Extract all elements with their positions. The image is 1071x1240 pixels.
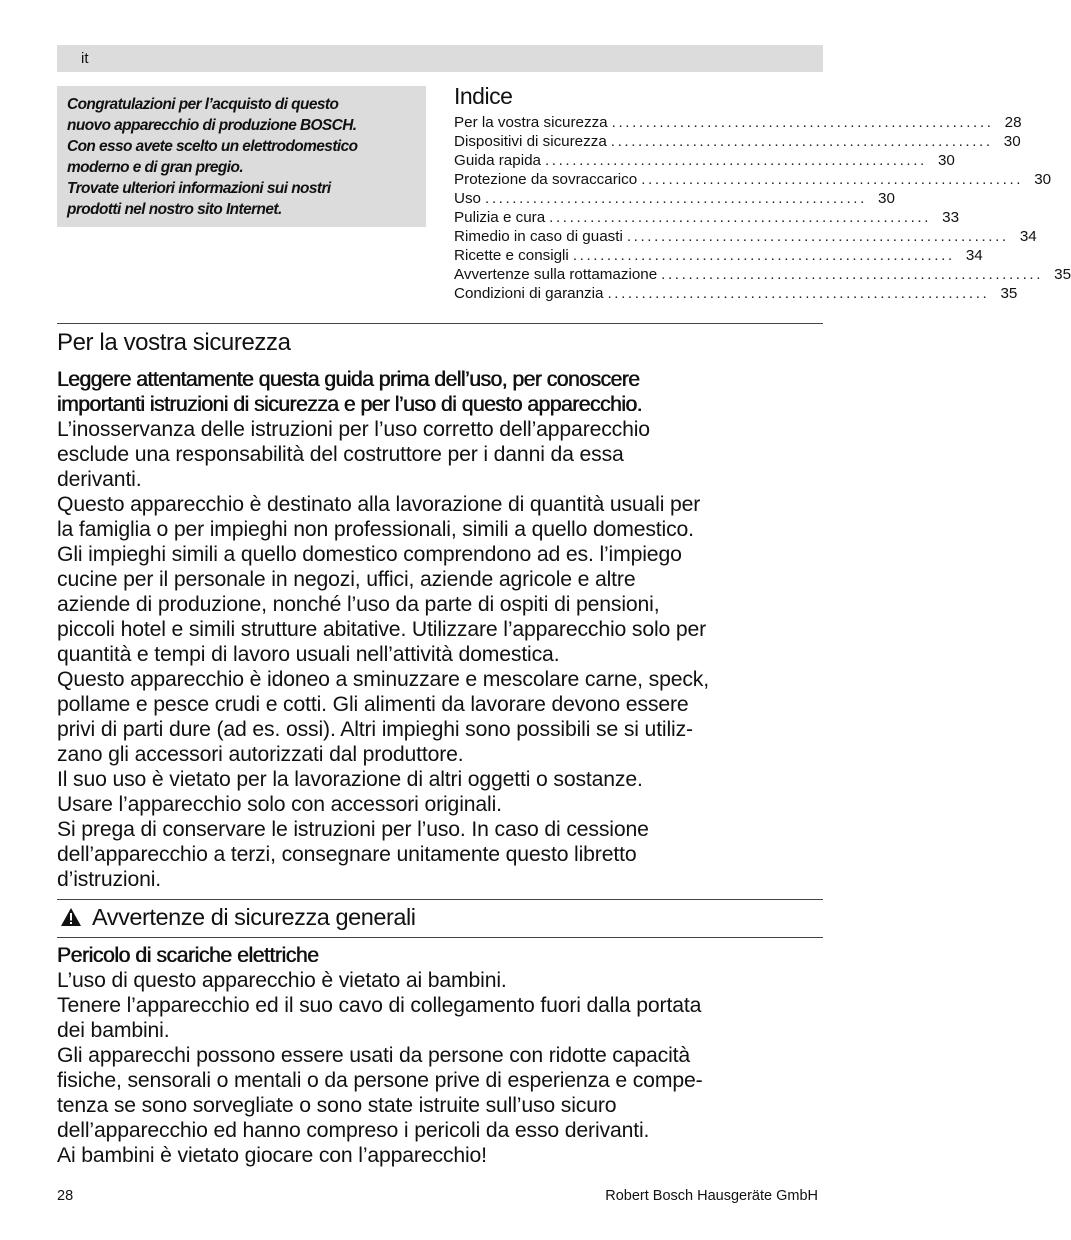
section-divider [57,899,823,900]
body-line: Il suo uso è vietato per la lavorazione di altri oggetti o sostanze. [57,768,643,791]
toc-entry-title: Guida rapida [454,152,541,169]
toc-entry-page: 28 [1004,114,1022,131]
section-divider [57,323,823,324]
toc-entry-page: 34 [1019,228,1037,245]
toc-entry[interactable] [454,151,955,170]
intro-line: Con esso avete scelto un elettrodomestico [67,138,358,155]
body-line: aziende di produzione, nonché l’uso da parte di ospiti di pensioni, [57,593,660,616]
warnings-heading [57,902,415,932]
warnings-body [57,943,825,1168]
body-line: Usare l’apparecchio solo con accessori originali. [57,793,502,816]
safety-lead-line: importanti istruzioni di sicurezza e per l’uso di questo apparecchio. [57,393,643,416]
toc-entry-page: 30 [1003,133,1021,150]
body-line: esclude una responsabilità del costruttore per i danni da essa [57,443,624,466]
intro-line: Trovate ulteriori informazioni sui nostri [67,180,331,197]
body-line: L’inosservanza delle istruzioni per l’uso corretto dell’apparecchio [57,418,650,441]
section-divider [57,937,823,938]
toc-entry[interactable] [454,189,895,208]
toc-entry[interactable] [454,265,1071,284]
toc-entry[interactable] [454,208,960,227]
intro-line: moderno e di gran pregio. [67,159,244,176]
warnings-title: Avvertenze di sicurezza generali [92,904,416,930]
body-line: pollame e pesce crudi e cotti. Gli alimenti da lavorare devono essere [57,693,689,716]
toc-title: Indice [454,83,513,109]
body-line: Tenere l’apparecchio ed il suo cavo di collegamento fuori dalla portata [57,994,702,1017]
toc-entry-page: 30 [878,190,895,207]
toc-entry-title: Condizioni di garanzia [454,285,604,302]
body-line: dell’apparecchio a terzi, consegnare unitamente questo libretto [57,843,637,866]
toc-entry[interactable] [454,227,1037,246]
body-line: L’uso di questo apparecchio è vietato ai bambini. [57,969,507,992]
body-line: Ai bambini è vietato giocare con l’apparecchio! [57,1144,487,1167]
page-number: 28 [57,1188,74,1204]
toc-entry-title: Per la vostra sicurezza [454,114,608,131]
body-line: privi di parti dure (ad es. ossi). Altri impieghi sono possibili se si utiliz- [57,718,693,741]
toc-leader-dots: ........................................................ [611,114,994,131]
body-line: Gli impieghi simili a quello domestico comprendono ad es. l’impiego [57,543,682,566]
body-line: dei bambini. [57,1019,170,1042]
body-line: Si prega di conservare le istruzioni per l’uso. In caso di cessione [57,818,649,841]
toc-leader-dots: ........................................................ [641,171,1024,188]
toc-entry-title: Avvertenze sulla rottamazione [454,266,658,283]
body-line: dell’apparecchio ed hanno compreso i pericoli da esso derivanti. [57,1119,650,1142]
toc-entry[interactable] [454,284,1018,303]
safety-section-title: Per la vostra sicurezza [57,329,291,356]
intro-line: Congratulazioni per l’acquisto di questo [67,96,339,113]
toc-entry[interactable] [454,113,1022,132]
toc-leader-dots: ........................................................ [485,190,867,207]
body-line: Questo apparecchio è destinato alla lavorazione di quantità usuali per [57,493,701,516]
body-line: Gli apparecchi possono essere usati da persone con ridotte capacità [57,1044,691,1067]
body-line: tenza se sono sorvegliate o sono state istruite sull’uso sicuro [57,1094,617,1117]
toc-entry-title: Rimedio in caso di guasti [454,228,623,245]
toc-entry-page: 35 [1054,266,1071,283]
footer-company: Robert Bosch Hausgeräte GmbH [605,1188,818,1204]
body-line: la famiglia o per impieghi non professionali, simili a quello domestico. [57,518,694,541]
toc-entry-page: 35 [1000,285,1018,302]
toc-entry-title: Ricette e consigli [454,247,569,264]
intro-line: nuovo apparecchio di produzione BOSCH. [67,117,357,134]
toc-entry[interactable] [454,170,1052,189]
toc-leader-dots: ........................................................ [610,133,993,150]
toc-leader-dots: ........................................................ [544,152,927,169]
toc-entry[interactable] [454,246,983,265]
table-of-contents [454,82,1071,303]
toc-entry-page: 34 [965,247,983,264]
electric-shock-subheading: Pericolo di scariche elettriche [57,944,319,967]
toc-entry-title: Protezione da sovraccarico [454,171,638,188]
body-line: quantità e tempi di lavoro usuali nell’attività domestica. [57,643,560,666]
safety-section-body [57,367,825,892]
toc-leader-dots: ........................................................ [607,285,990,302]
body-line: Questo apparecchio è idoneo a sminuzzare e mescolare carne, speck, [57,668,709,691]
toc-leader-dots: ........................................................ [661,266,1044,283]
toc-leader-dots: ........................................................ [549,209,932,226]
toc-entry-page: 30 [1034,171,1052,188]
language-bar [57,45,823,72]
toc-leader-dots: ........................................................ [572,247,955,264]
intro-line: prodotti nel nostro sito Internet. [67,201,282,218]
body-line: zano gli accessori autorizzati dal produttore. [57,743,464,766]
intro-box [57,86,426,227]
toc-entry-page: 30 [937,152,955,169]
toc-entry-title: Pulizia e cura [454,209,546,226]
warning-triangle-icon [60,907,82,927]
toc-entry-page: 33 [942,209,960,226]
toc-entry-title: Dispositivi di sicurezza [454,133,607,150]
body-line: fisiche, sensorali o mentali o da persone prive di esperienza e compe- [57,1069,703,1092]
body-line: d’istruzioni. [57,868,162,891]
toc-entry-title: Uso [454,190,482,207]
body-line: cucine per il personale in negozi, uffici, aziende agricole e altre [57,568,636,591]
body-line: derivanti. [57,468,142,491]
toc-entry[interactable] [454,132,1021,151]
body-line: piccoli hotel e simili strutture abitative. Utilizzare l’apparecchio solo per [57,618,707,641]
language-label: it [81,50,89,67]
safety-lead-line: Leggere attentamente questa guida prima dell’uso, per conoscere [57,368,640,391]
toc-leader-dots: ........................................................ [626,228,1009,245]
